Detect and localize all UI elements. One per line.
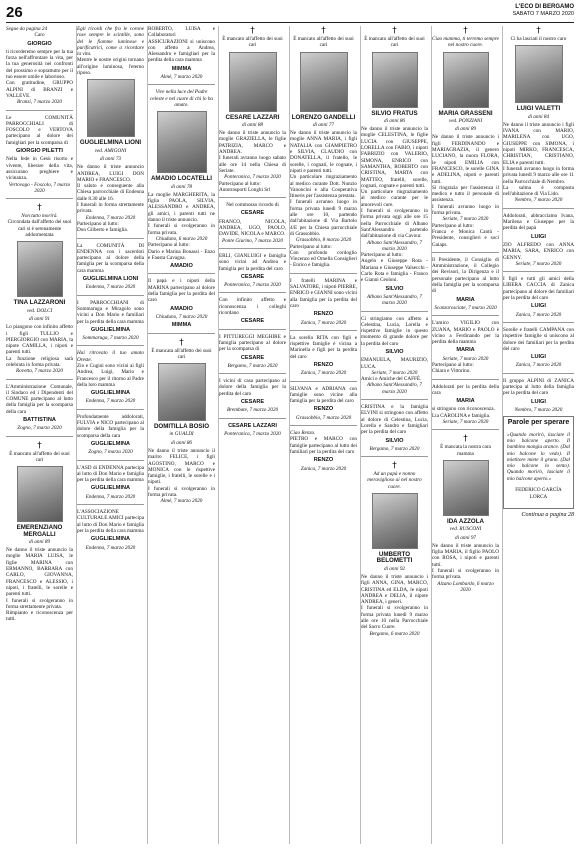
notice-silvio-3: CRISTINA e la famiglia ELVINI si stringono con affetto al dolore di Celestina, Lucia, Lorella e Sandro e famigliari per la perdita del caro SILVIO Bergamo, 7 marzo 2020 bbox=[361, 404, 428, 452]
notice-renzo-pietro: Ciao Renzo. PIETRO e MARCO con famiglie partecipano al lutto dei familiari per la perdita del caro RENZO Zanica, 7 marzo 2020 bbox=[290, 430, 357, 472]
notice-renzo-sorella: La sorella RITA con figli e rispettive famiglie è vicina a Marinella e figli per la perdita del caro RENZO Zanica, 7 marzo 2020 bbox=[290, 334, 357, 377]
notice-silvio-2: Ci stringiamo con affetto a Celestina, Lucia, Lorella e rispettive famiglie in questo momento di grande dolore per la perdita del caro SILVIO EMANUELA, MAURIZIO, LUCA. Seriate, 7 marzo 2020 Amici e Amiche del CAFFÈ. Albano Sant'Alessandro, 7 marzo 2020 bbox=[361, 315, 428, 395]
portrait-photo bbox=[443, 460, 489, 516]
column-1 bbox=[6, 26, 73, 844]
notice-guglielmina-lioni: Egli ricordi che fra le corone rose sempre le scintille, sono del le fiamme luminose e purificatrici, come a ricordare la vita. Mentre le nostre origini tornano all'origine luminosa, l'eterno riposo. GUGLIELMINA LIONI ved. AMIGONI di anni 73 Ne danno il triste annuncio ANDREA, LUIGI DON MARIO e FRANCESCO. Il saluto e conseguente alla Chiesa parrocchiale di Endenna dalle 8.30 alle 16. I funerali in forma strettamente privata. Endenna, 7 marzo 2020 Partecipano al lutto: Don Gilberto e famiglia. bbox=[77, 26, 144, 234]
notice-cesare-lazzari: † È mancato all'affetto dei suoi cari CESARE LAZZARI di anni 88 Ne danno il triste annuncio la moglie GRAZIELLA, le figlie PATRIZIA, MARCO e ANDREA. I funerali avranno luogo sabato alle ore 14 nella Chiesa di Seriate. Ponteranica, 7 marzo 2020 Partecipano al lutto: Autotrasporti Longhi Srl bbox=[219, 26, 286, 193]
column-6 bbox=[361, 26, 428, 844]
portrait-photo bbox=[17, 466, 63, 522]
notice-umberto-belometti: † Ad un papà e nonno meraviglioso ai nel nostro cuore. UMBERTO BELOMETTI di anni 92 Ne danno il triste annuncio i figli ANNA, GINA, MARCO, CRISTINA ed ELDA, le nipoti ANDREA e DELIA, il nipote ANDREA, i generi. I funerali si svolgeranno in forma privata lunedì 9 marzo alle ore 10 nella Parrocchiale del Sacro Cuore. Bergamo, 6 marzo 2020 bbox=[361, 461, 428, 637]
hope-quote-box bbox=[503, 416, 574, 509]
notice-cesare-erli: ERLI, GIANLUIGI e famiglia sono vicini ad Andrea e famiglia per la perdita del caro CESARE Ponteranica, 7 marzo 2020 bbox=[219, 252, 286, 289]
column-2 bbox=[77, 26, 144, 844]
notice-lorenzo-gandelli: † È mancato all'affetto dei suoi cari LORENZO GANDELLI di anni 77 Ne danno il triste annuncio la moglie ANNA MARIA, i figli NATALIA con GIAMPIETRO e SILVIA, CLAUDIO con DONATELLA, il fratello, le sorelle, i cognati, le cognate, i nipoti e parenti tutti. Un particolare ringraziamento al medico curante Dott. Nunzio Vanoncini e alla Cooperativa Itineris per l'assistenza prestata. I funerali avranno luogo in forma privata lunedì 9 marzo alle ore 10, partendo dall'abitazione di Via Bartolo 4/E per la Chiesa parrocchiale di Grassobbio. Grassobbio, 8 marzo 2020 Partecipano al lutto: Con profondo cordoglio Vincenzo ed Ornella Consiglieri - Enrico e famiglia. bbox=[290, 26, 357, 269]
notice-amadio-2: Il papà e i nipoti della MARINA partecipano al dolore della famiglia per la perdita del caro AMADIO Chiuduno, 7 marzo 2020 MIMMA bbox=[148, 278, 215, 329]
portrait-photo bbox=[300, 52, 348, 112]
column-4 bbox=[219, 26, 286, 844]
notice-maria-vigilio: L'amico VIGILIO con ZUANA, MARIO e PAOLO è vicino a Ferdinando per la perdita della mamma MARIA Seriate, 7 marzo 2020 Partecipano al lutto: Chiara e Vittorino. bbox=[432, 320, 499, 375]
paper-date: SABATO 7 MARZO 2020 bbox=[512, 11, 574, 17]
page-number: 26 bbox=[6, 4, 23, 21]
notice-cesare-final: CESARE LAZZARI Ponteranica, 7 marzo 2020 bbox=[224, 422, 281, 437]
column-5 bbox=[290, 26, 357, 844]
notice-domitilla-bosio: † È mancata all'affetto dei suoi cari DOMITILLA BOSIO in GUALDI di anni 86 Ne danno il triste annuncio il marito FELICE, i figli AGOSTINO, MARCO e MONICA con le rispettive famiglie, i fratelli, le sorelle e i nipoti. I funerali si svolgeranno in forma privata. Almè, 7 marzo 2020 bbox=[148, 337, 215, 505]
portrait-photo bbox=[515, 45, 563, 103]
notice-mimma: ROBERTO, LUISA e Collaboratori ASSICURAZIONI si uniscono con affetto a Andrea, Alessandro e famigliari per la perdita della cara mamma MIMMA Almè, 7 marzo 2020 bbox=[148, 26, 215, 81]
notice-battistina: L'Amministrazione Comunale, il Sindaco ed i Dipendenti del COMUNE partecipano al lutto della famiglia per la scomparsa della cara BATTISTINA Zogno, 7 marzo 2020 bbox=[6, 383, 73, 432]
notice-luigi-alpini: Il gruppo ALPINI di ZANICA partecipa al lutto della famiglia per la perdita del caro LUIGI Nembro, 7 marzo 2020 bbox=[503, 377, 574, 413]
column-8 bbox=[503, 26, 574, 844]
notice-maria-presidente: Il Presidente, il Consiglio di Amministrazione, il Collegio dei Revisori, la Dirigenza e il personale partecipano al lutto della famiglia per la scomparsa di MARIA Scanzorosciate, 7 marzo 2020 bbox=[432, 256, 499, 311]
cross-icon: † bbox=[37, 203, 42, 214]
notice-giorgio-alpini: Caro GIORGIO ti ricorderemo sempre per la tua forza nell'affrontare la vita, per la tua generosità nei confronti del prossimo e soprattutto per il tuo essere umile e laborioso. Con gratitudine, GRUPPO ALPINI di BRANZI e VALLEVE. Branzi, 7 marzo 2020 bbox=[6, 32, 73, 106]
cross-icon: † bbox=[392, 461, 397, 472]
notice-asd: L'ASD di ENDENNA partecipa al lutto di Don Mario e famiglia per la perdita della cara mamma GUGLIELMINA Endenna, 7 marzo 2020 bbox=[77, 464, 144, 500]
notice-giorgio-piletti: Le COMUNITÀ PARROCCHIALI di FOSCOLO e VERTOVA partecipano al dolore dei famigliari per la scomparsa di GIORGIO PILETTI Nella fede in Gesù risorto e vivente, liberare della vita, assicurano preghiere e vicinanza. Vertovago - Foscolo, 7 marzo 2020 bbox=[6, 114, 73, 194]
notice-renzo-silvana: SILVANA e ADRIANA con famiglie sono vicine alla famiglia per la perdita del caro RENZO Grassobbio, 7 marzo 2020 bbox=[290, 385, 357, 421]
notice-cesare-ricordo: Nel commosso ricordo di CESARE FRANCO, NICOLA, ANDREA, UGO, PAOLO, DAVIDE, NICOLA e MARCO. Ponte Giurino, 7 marzo 2020 bbox=[219, 202, 286, 244]
cross-icon: † bbox=[250, 26, 255, 36]
cross-icon: † bbox=[179, 337, 184, 348]
notice-emerenziano-mergalli: † È mancato all'affetto dei suoi cari EMERENZIANO MERGALLI di anni 89 Ne danno il triste annuncio la moglie MARIA LUISA, le figlie MARINA con ERMANNO, BARBARA con CARLO, GIOVANNA, FRANCESCO e ALESSIO, i nipoti, i fratelli, le sorelle e parenti tutti. I funerali si svolgeranno in forma strettamente privata. Rimpianto e riconoscenza per tutti. bbox=[6, 440, 73, 623]
column-7 bbox=[432, 26, 499, 844]
notice-luigi-zio: Addolorati, abbracciamo Ivana, Marilena e Giuseppe per la perdita del papà LUIGI ZIO ALFREDO con ANNA MARIA, SARA, ENRICO con GENNY. Seriate, 7 marzo 2020 bbox=[503, 212, 574, 267]
notice-luigi-valetti: † Ci ha lasciati il nostro caro LUIGI VALETTI di anni 84 Ne danno il triste annuncio i figli IVANA con MARIO, MARILENA con UGO, GIUSEPPE con SIMONA, i nipoti MIRKO, FRANCESCA, CHRISTIAN, CRISTIANO, ELIA e parenti tutti. I funerali avranno luogo in forma privata lunedì 9 marzo alle ore 11 nella Parrocchiale di Nembro. La salma è composta nell'abitazione di Via Lido. Nembro, 7 marzo 2020 bbox=[503, 26, 574, 204]
notice-cesare-pittureggi: I PITTUREGGI MEGHIRE e famiglia partecipano al dolore per la scomparsa di CESARE Bergamo, 7 marzo 2020 bbox=[219, 333, 286, 369]
notice-maria-grasseni: † Ciao mamma, ti terremo sempre nel nostro cuore. MARIA GRASSENI ved. PONZIANI di anni 89 Ne danno il triste annuncio i figli FERDINANDO e MARIAGRAZIA, il genero LUCIANO, la nuora FLORA, le nipoti EMILIA con FRANCESCO, le sorelle GINA e ADELINA, nipoti e parenti tutti. Si ringrazia per l'assistenza il medico e tutto il personale di assistenza. I funerali avranno luogo in forma privata. Seriate, 7 marzo 2020 Partecipano al lutto: Franca e Monica Cantù - Presidente, consiglieri e soci Gaiaps. bbox=[432, 26, 499, 248]
portrait-photo bbox=[87, 79, 135, 137]
cross-icon: † bbox=[463, 434, 468, 445]
portrait-photo bbox=[372, 493, 418, 549]
notice-cesare-colleghi: Con infinito affetto e riconoscenza i colleghi ricordano CESARE bbox=[219, 297, 286, 325]
portrait-photo bbox=[157, 111, 207, 173]
notice-maria-carolina: Addolorati per la perdita della cara MARIA si stringono con riconoscenza. Lia CAROLINA e famiglia. Seriate, 7 marzo 2020 bbox=[432, 383, 499, 426]
notice-fulvia-nico: Profondamente addolorati, FULVIA e NICO partecipano al dolore della famiglia per la scomparsa della cara GUGLIELMINA Zogno, 7 marzo 2020 bbox=[77, 413, 144, 456]
notice-luigi-campana: Sorelle e fratelli CAMPANA con rispettive famiglie si uniscono al dolore dei familiari per la perdita del caro LUIGI Zanica, 7 marzo 2020 bbox=[503, 326, 574, 369]
cross-icon: † bbox=[536, 26, 541, 36]
portrait-photo bbox=[17, 241, 63, 297]
portrait-photo bbox=[372, 52, 418, 108]
notice-amadio-locatelli: Vive nella luce del Padre celeste e nel cuore di chi lo ha amato. AMADIO LOCATELLI di anni 78 La moglie MARGHERITA, la figlia PAOLA, SILVIA, ALESSANDRO e ANDREA, gli amici, i parenti tutti ne danno il triste annuncio. I funerali si svolgeranno in forma privata. Chiuduno, 6 marzo 2020 Partecipano al lutto: Dario e Marina Bonassi - Enzo e Fausta Cavagna. AMADIO bbox=[148, 89, 215, 270]
portrait-photo bbox=[229, 52, 277, 112]
cross-icon: † bbox=[321, 26, 326, 36]
notice-parrocchiani: I PARROCCHIANI di Sommaruga e Miragolo sono vicini a Don Mario e familiari per la perdita della cara mamma GUGLIELMINA Sommaruga, 7 marzo 2020 bbox=[77, 299, 144, 342]
notice-tina-lazzaroni: † Non tutto morirà. Circondata dall'affetto dei suoi cari si è serenamente addormentata TINA LAZZARONI ved. DOLCI di anni 91 Lo piangono con infinito affetto i figli TULLIO e PIERGIORGIO con MARIA, la nipote CAMILLA, i nipoti e parenti tutti. La funzione religiosa sarà celebrata in forma privata. Rovetta, 7 marzo 2020 bbox=[6, 203, 73, 375]
cross-icon: † bbox=[463, 26, 468, 36]
notice-associazione: L'ASSOCIAZIONE CULTURALE AMICI partecipa al lutto di Don Mario e famiglia per la perdita della cara mamma GUGLIELMINA Endenna, 7 marzo 2020 bbox=[77, 509, 144, 551]
notice-silvio-fratus: † È mancato all'affetto dei suoi cari SILVIO FRATUS di anni 86 Ne danno il triste annuncio la moglie CELESTINA, le figlie LUCIA con GIUSEPPE, LORELLA con FABIO, i nipoti FABRIZIO con VALERIO, SIMONA, ENRICO con SAMANTHA, ROBERTO con CRISTINA, MARTA con MATTEO, fratelli, sorelle, cognati, cognate e parenti tutti. Un particolare ringraziamento al medico curante per le amorevoli cure. I funerali si svolgeranno in forma privata oggi alle ore 15 nella Parrocchiale di Albano Sant'Alessandro partendo dall'abitazione di via Cavour. Albano Sant'Alessandro, 7 marzo 2020 Partecipano al lutto: Angelo e Giuseppe Rota - Mariana e Giuseppe Valsecchi - Carlo Rota e famiglia - Franco e Gianni Ceoloni. SILVIO Albano Sant'Alessandro, 7 marzo 2020 bbox=[361, 26, 428, 307]
notice-community: La COMUNITÀ DI ENDENNA con i sacerdoti partecipano al dolore della famiglia per la scomparsa della cara mamma GUGLIELMINA LIONI Endenna, 7 marzo 2020 bbox=[77, 242, 144, 291]
notice-renzo-fratelli: I fratelli MARINA e SALVATORE, i nipoti PIERRE, ENRICO e GIANNI sono vicini alla famiglia per la perdita del caro RENZO Zanica, 7 marzo 2020 bbox=[290, 277, 357, 326]
notice-zio-cugini: Hai ritrovato il tuo amato Oreste. Zio e Cugini sono vicini ai figli Andrea, Luigi, Mario e Francesco per il ritorno al Padre della loro mamma GUGLIELMINA Endenna, 7 marzo 2020 bbox=[77, 350, 144, 405]
box-quote: «Quando morirò, lasciate il mio balcone aperto. Il bambino mangia arance. (Dal mio balcone lo vedo). Il mietitore miete il grano. (Dal mio balcone lo sento). Quando morirò, lasciate il mio balcone aperto.» bbox=[507, 431, 570, 482]
paper-info bbox=[512, 4, 574, 18]
paper-name: L'ECO DI BERGAMO bbox=[515, 4, 574, 10]
cross-icon: † bbox=[37, 440, 42, 451]
continues-note: Continua a pagina 28 bbox=[521, 512, 574, 518]
box-title: Parole per sperare bbox=[507, 419, 570, 427]
notice-cesare-vicini: I vicini di casa partecipano al dolore della famiglia per la perdita del caro CESARE Brembate, 7 marzo 2020 bbox=[219, 378, 286, 414]
cross-icon: † bbox=[392, 26, 397, 36]
column-3 bbox=[148, 26, 215, 844]
notice-luigi-caccia: I figli e tutti gli amici della LIBERA CACCIA di Zanica partecipano al dolore dei familiari per la perdita del caro LUIGI Zanica, 7 marzo 2020 bbox=[503, 276, 574, 318]
page-header bbox=[6, 4, 574, 23]
notice-ida-azzola: † È mancata la nostra cara mamma IDA AZZOLA ved. RUSCONI di anni 97 Ne danno il triste annuncio la figlia MARIA, il figlio PAOLO con ROSA, i nipoti e parenti tutti. I funerali si svolgeranno in forma privata. Alzano Lombardo, 6 marzo 2020 bbox=[432, 434, 499, 593]
obituary-columns bbox=[6, 26, 574, 844]
continued-note: Segue da pagina 24 bbox=[6, 26, 48, 32]
box-author: FEDERICO GARCÍA LORCA bbox=[515, 487, 562, 500]
portrait-photo bbox=[443, 52, 489, 108]
portrait-photo bbox=[158, 363, 206, 421]
